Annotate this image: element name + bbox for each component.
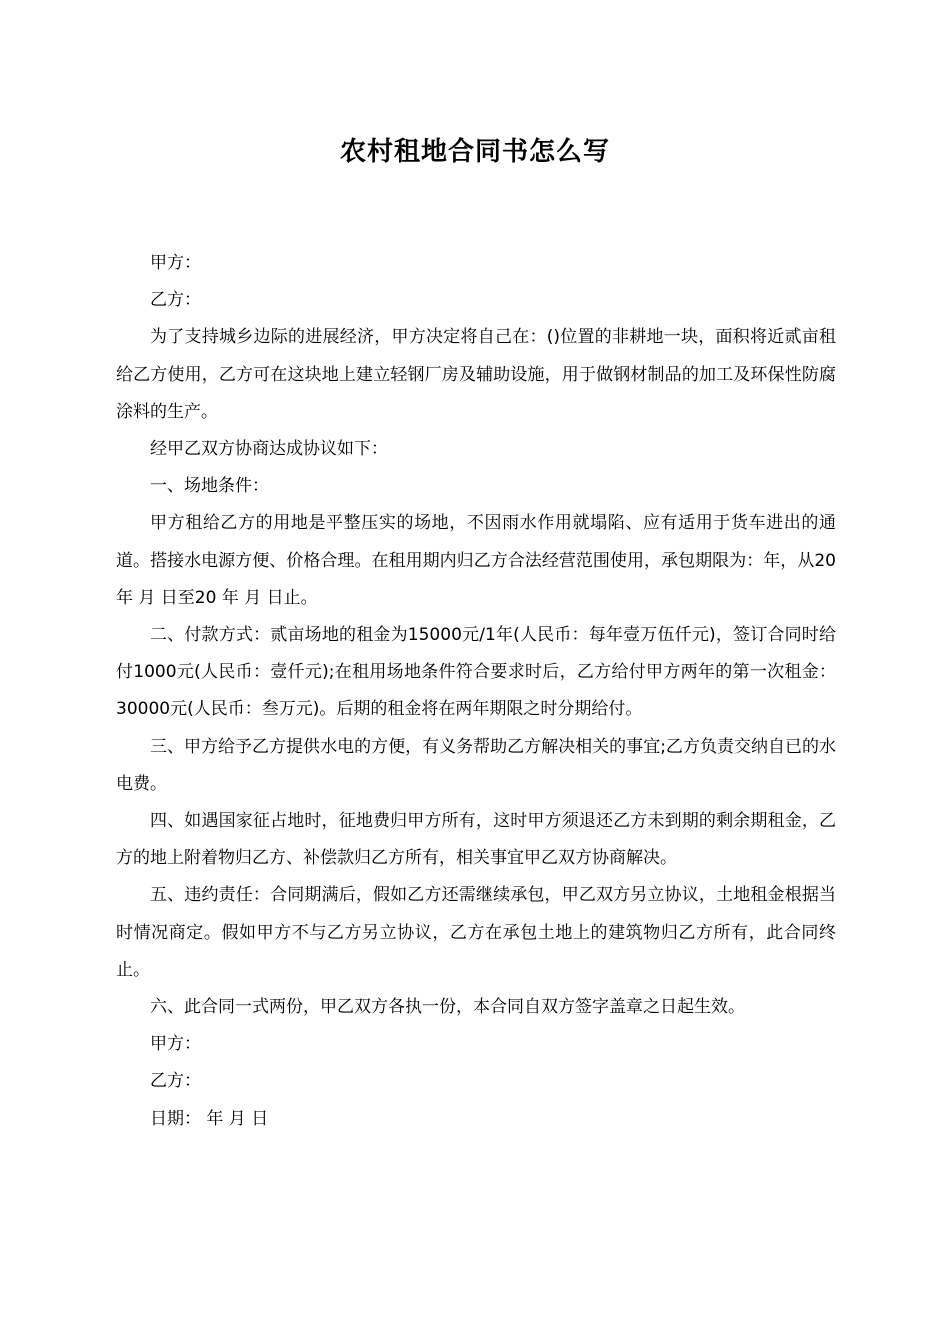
document-body	[116, 245, 836, 1138]
intro-paragraph: 为了支持城乡边际的进展经济，甲方决定将自己在：()位置的非耕地一块，面积将近贰亩租给乙方使用，乙方可在这块地上建立轻钢厂房及辅助设施，用于做钢材制品的加工及环保性防腐涂料的生产。	[116, 327, 836, 422]
section-2-paragraph: 二、付款方式：贰亩场地的租金为15000元/1年(人民币：每年壹万伍仟元)，签订合同时给付1000元(人民币：壹仟元);在租用场地条件符合要求时后，乙方给付甲方两年的第一次租金：30000元(人民币：叁万元)。后期的租金将在两年期限之时分期给付。	[116, 625, 836, 720]
section-1-heading: 一、场地条件：	[150, 476, 269, 497]
signature-party-a: 甲方：	[150, 1034, 201, 1055]
section-5-paragraph: 五、违约责任：合同期满后，假如乙方还需继续承包，甲乙双方另立协议，土地租金根据当时情况商定。假如甲方不与乙方另立协议，乙方在承包土地上的建筑物归乙方所有，此合同终止。	[116, 885, 836, 980]
signature-date: 日期： 年 月 日	[150, 1108, 269, 1129]
party-a-line: 甲方：	[150, 253, 201, 273]
section-1-paragraph: 甲方租给乙方的用地是平整压实的场地，不因雨水作用就塌陷、应有适用于货车进出的通道。搭接水电源方便、价格合理。在租用期内归乙方合法经营范围使用，承包期限为：年，从20 年 月 日至20 年 月 日止。	[116, 513, 836, 608]
agreement-lead: 经甲乙双方协商达成协议如下：	[150, 439, 388, 460]
party-b-line: 乙方：	[150, 290, 201, 311]
section-6-paragraph: 六、此合同一式两份，甲乙双方各执一份，本合同自双方签字盖章之日起生效。	[150, 997, 745, 1018]
document-title: 农村租地合同书怎么写	[339, 137, 610, 167]
section-4-paragraph: 四、如遇国家征占地时，征地费归甲方所有，这时甲方须退还乙方未到期的剩余期租金，乙方的地上附着物归乙方、补偿款归乙方所有，相关事宜甲乙双方协商解决。	[116, 811, 836, 869]
signature-party-b: 乙方：	[150, 1071, 201, 1092]
section-3-paragraph: 三、甲方给予乙方提供水电的方便，有义务帮助乙方解决相关的事宜;乙方负责交纳自已的水电费。	[116, 736, 836, 794]
